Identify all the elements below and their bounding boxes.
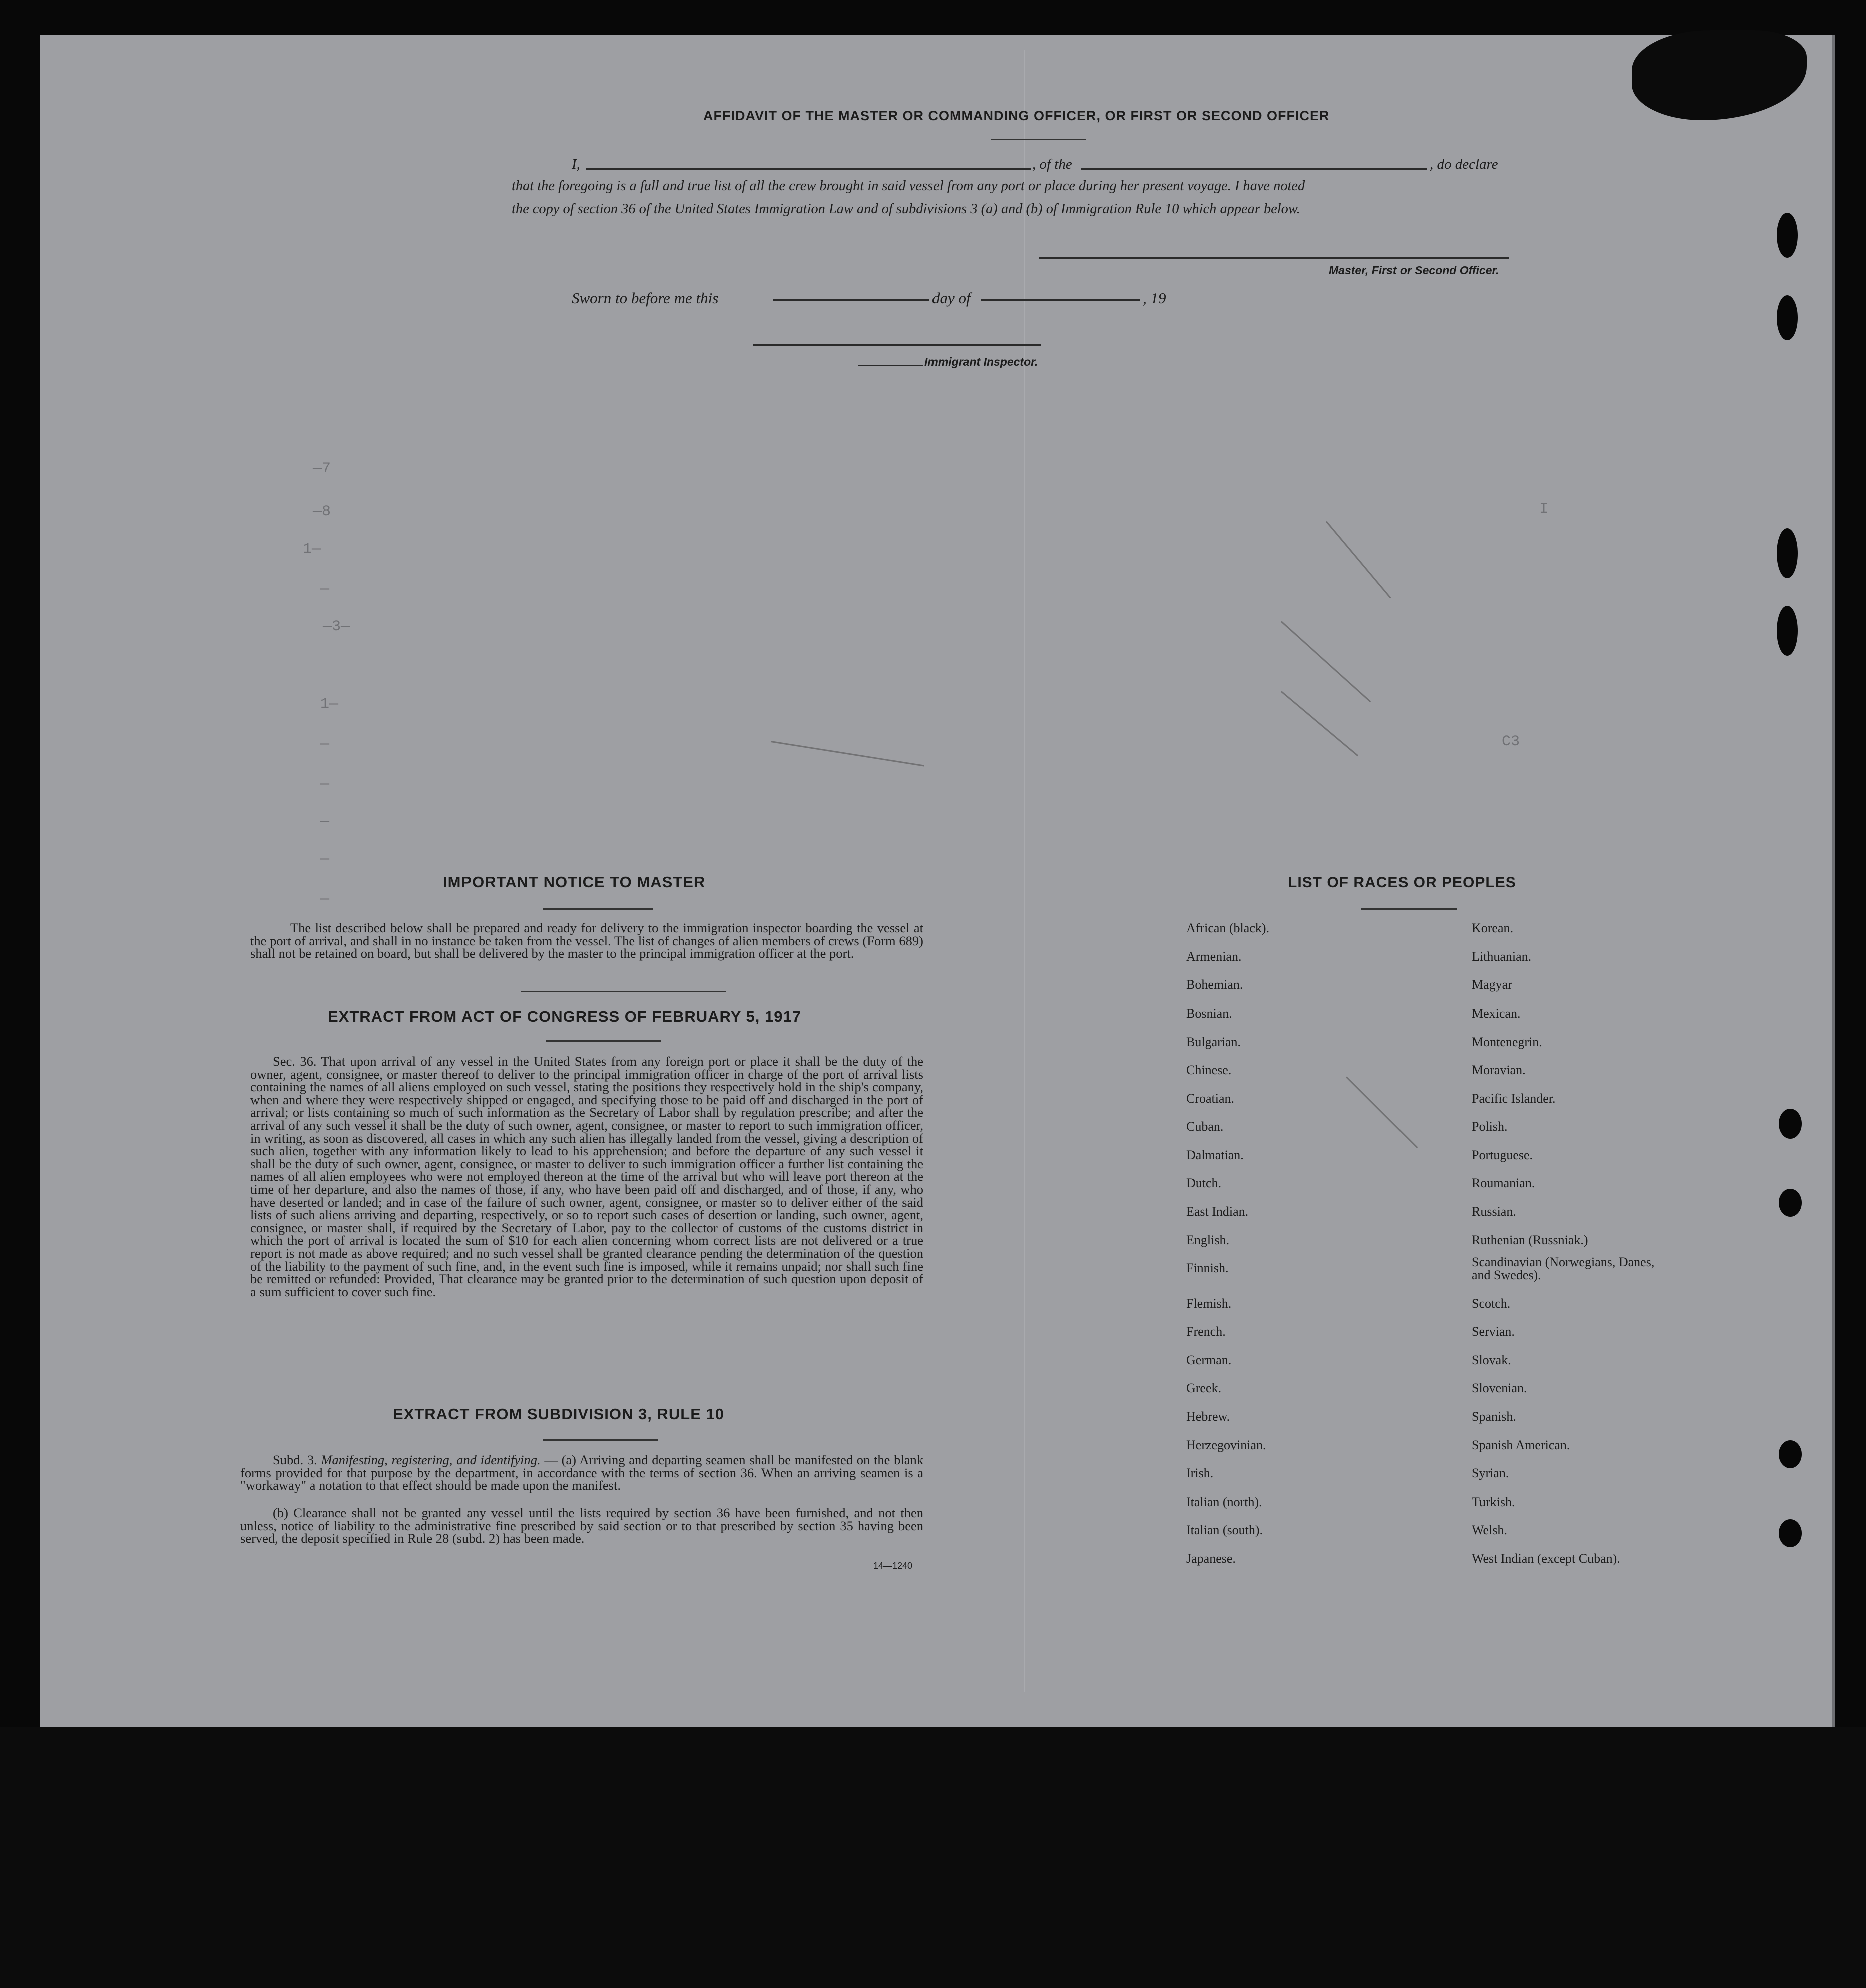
notice-body: The list described below shall be prepared and ready for delivery to the immigration inspector boarding the vessel at the port of arrival, and shall in no instance be taken from the vessel. The list of changes of alien members of crews (Form 689) shall not be retained on board, but shall be delivered by the master to the principal immigration officer at the port. xyxy=(250,920,923,961)
race-item-right-0: Korean. xyxy=(1472,921,1514,935)
bleed-mark: I xyxy=(1539,501,1549,518)
declaration-line-2: that the foregoing is a full and true list of all the crew brought in said vessel from any port or place during her present voyage. I have noted xyxy=(512,178,1305,194)
race-item-right-12: Scandinavian (Norwegians, Danes, and Swedes). xyxy=(1472,1255,1655,1282)
sworn-day-line[interactable] xyxy=(773,299,929,301)
race-item-right-15: Slovak. xyxy=(1472,1353,1511,1367)
race-item-left-16: Greek. xyxy=(1186,1381,1222,1395)
bleed-mark: —7 xyxy=(313,460,331,477)
race-item-right-18: Spanish American. xyxy=(1472,1438,1570,1452)
race-item-left-1: Armenian. xyxy=(1186,949,1242,964)
race-item-left-10: East Indian. xyxy=(1186,1204,1249,1219)
declaration-do-declare: , do declare xyxy=(1430,156,1498,172)
fold-crease xyxy=(1024,50,1025,1692)
binder-hole xyxy=(1777,295,1798,340)
bleed-mark: — xyxy=(320,851,330,868)
declaration-line-3: the copy of section 36 of the United States Immigration Law and of subdivisions 3 (a) and (b) of Immigration Rule 10 which appear below. xyxy=(512,201,1300,217)
race-item-right-20: Turkish. xyxy=(1472,1495,1515,1509)
race-item-left-12: Finnish. xyxy=(1186,1261,1229,1275)
race-item-right-5: Moravian. xyxy=(1472,1063,1526,1077)
bleed-mark: 1— xyxy=(320,696,339,713)
binder-hole xyxy=(1779,1519,1802,1547)
title-rule xyxy=(991,139,1086,140)
bleed-mark: —8 xyxy=(313,503,331,520)
races-rule xyxy=(1361,908,1457,910)
race-item-right-13: Scotch. xyxy=(1472,1296,1511,1311)
race-item-right-16: Slovenian. xyxy=(1472,1381,1527,1395)
race-item-left-6: Croatian. xyxy=(1186,1091,1235,1106)
races-title: LIST OF RACES OR PEOPLES xyxy=(1288,874,1516,891)
sworn-month-line[interactable] xyxy=(981,299,1140,301)
act-extract-title: EXTRACT FROM ACT OF CONGRESS OF FEBRUARY 5, 1917 xyxy=(328,1008,801,1025)
vessel-name-line[interactable] xyxy=(1081,168,1427,170)
rule-extract-para-b: (b) Clearance shall not be granted any vessel until the lists required by section 36 have been furnished, and not then unless, notice of liability to the administrative fine prescribed by said section or to that prescribed by section 35 having been served, the deposit specified in Rule 28 (subd. 2) has been made. xyxy=(240,1505,923,1546)
race-item-left-8: Dalmatian. xyxy=(1186,1148,1244,1162)
officer-name-line[interactable] xyxy=(586,168,1031,170)
race-item-right-11: Ruthenian (Russniak.) xyxy=(1472,1233,1588,1247)
bleed-mark: — xyxy=(320,776,330,793)
race-item-left-3: Bosnian. xyxy=(1186,1006,1232,1021)
declaration-of-the: , of the xyxy=(1032,156,1072,172)
race-item-right-3: Mexican. xyxy=(1472,1006,1521,1021)
bleed-mark: —3— xyxy=(323,618,350,635)
race-item-left-19: Irish. xyxy=(1186,1466,1214,1480)
declaration-i: I, xyxy=(572,156,580,172)
binder-hole xyxy=(1779,1189,1802,1217)
race-item-right-21: Welsh. xyxy=(1472,1523,1507,1537)
race-item-right-6: Pacific Islander. xyxy=(1472,1091,1556,1106)
rule-extract-rule xyxy=(543,1439,658,1441)
race-item-right-10: Russian. xyxy=(1472,1204,1516,1219)
race-item-right-14: Servian. xyxy=(1472,1324,1515,1339)
rule-extract-para-a xyxy=(240,1454,923,1493)
notice-rule xyxy=(543,908,653,910)
race-item-left-22: Japanese. xyxy=(1186,1551,1236,1566)
race-item-right-2: Magyar xyxy=(1472,977,1512,992)
bleed-mark: — xyxy=(320,736,330,753)
race-item-left-14: French. xyxy=(1186,1324,1226,1339)
affidavit-title: AFFIDAVIT OF THE MASTER OR COMMANDING OFFICER, OR FIRST OR SECOND OFFICER xyxy=(703,108,1330,123)
bleed-mark: — xyxy=(320,813,330,830)
race-item-right-1: Lithuanian. xyxy=(1472,949,1532,964)
bleed-mark: C3 xyxy=(1502,733,1520,750)
race-item-right-22: West Indian (except Cuban). xyxy=(1472,1551,1620,1566)
race-item-right-19: Syrian. xyxy=(1472,1466,1509,1480)
bleed-mark: — xyxy=(320,581,330,598)
race-item-left-5: Chinese. xyxy=(1186,1063,1232,1077)
subd-heading: Manifesting, registering, and identifying. xyxy=(321,1452,541,1467)
binder-hole xyxy=(1779,1109,1802,1139)
race-item-right-17: Spanish. xyxy=(1472,1409,1516,1424)
race-item-right-7: Polish. xyxy=(1472,1119,1508,1134)
race-item-left-9: Dutch. xyxy=(1186,1176,1222,1190)
race-item-right-4: Montenegrin. xyxy=(1472,1035,1542,1049)
act-extract-body: Sec. 36. That upon arrival of any vessel in the United States from any foreign port or place it shall be the duty of the owner, agent, consignee, or master thereof to deliver to the principal immigration officer in charge of the port of arrival lists containing the names of all aliens employed on such vessel, stating the positions they respectively hold in the ship's company, when and where they were respectively shipped or engaged, and specifying those to be paid off and discharged in the port of arrival; or lists containing so much of such information as the Secretary of Labor shall by regulation prescribe; and after the arrival of any such vessel it shall be the duty of such owner, agent, consignee, or master to report to such immigration officer, in writing, as soon as discovered, all cases in which any such alien has illegally landed from the vessel, giving a description of such alien, together with any information likely to lead to his apprehension; and before the departure of any such vessel it shall be the duty of such owner, agent, consignee, or master to deliver to such immigration officer a further list containing the names of all alien employees who were not employed thereon at the time of the arrival but who will leave port thereon at the time of her departure, and also the names of those, if any, who have been paid off and discharged, and of those, if any, who have deserted or landed; and in case of the failure of such owner, agent, consignee, or master so to deliver either of the said lists of such aliens arriving and departing, respectively, or so to report such cases of desertion or landing, such owner, agent, consignee, or master shall, if required by the Secretary of Labor, pay to the collector of customs of the customs district in which the port of arrival is located the sum of $10 for each alien concerning whom correct lists are not delivered or a true report is not made as above required; and no such vessel shall be granted clearance pending the determination of the question of the liability to the payment of such fine, and, in the event such fine is imposed, while it remains unpaid; nor shall such fine be remitted or refunded: Provided, That clearance may be granted prior to the determination of such question upon deposit of a sum sufficient to cover such fine. xyxy=(250,1054,923,1299)
race-item-left-0: African (black). xyxy=(1186,921,1270,935)
binder-hole xyxy=(1777,213,1798,258)
race-item-right-9: Roumanian. xyxy=(1472,1176,1535,1190)
scan-background xyxy=(0,1727,1866,1988)
sworn-label: Sworn to before me this xyxy=(572,289,719,307)
master-signature-line[interactable] xyxy=(1039,257,1509,259)
act-extract-rule xyxy=(546,1040,661,1042)
form-number: 14—1240 xyxy=(873,1561,913,1571)
race-item-left-4: Bulgarian. xyxy=(1186,1035,1241,1049)
race-item-left-7: Cuban. xyxy=(1186,1119,1224,1134)
notice-bottom-rule xyxy=(521,991,726,992)
inspector-caption-line xyxy=(858,365,923,366)
sworn-year: , 19 xyxy=(1143,289,1166,307)
inspector-caption: Immigrant Inspector. xyxy=(924,355,1038,368)
signature-caption: Master, First or Second Officer. xyxy=(1329,264,1499,277)
bleed-mark: 1— xyxy=(303,541,321,558)
race-item-left-17: Hebrew. xyxy=(1186,1409,1230,1424)
race-item-right-8: Portuguese. xyxy=(1472,1148,1533,1162)
race-item-left-2: Bohemian. xyxy=(1186,977,1243,992)
binder-hole xyxy=(1777,528,1798,578)
race-item-left-11: English. xyxy=(1186,1233,1229,1247)
race-item-left-15: German. xyxy=(1186,1353,1232,1367)
subd-para-a: — (a) Arriving and departing seamen shall be manifested on the blank forms provided for that purpose by the department, in accordance with the terms of section 36. When an arriving seamen is a "workaway" a notation to that effect should be made upon the manifest. xyxy=(240,1452,924,1494)
inspector-signature-line[interactable] xyxy=(753,344,1041,346)
subd-label: Subd. 3. xyxy=(273,1452,317,1467)
race-item-left-21: Italian (south). xyxy=(1186,1523,1263,1537)
bleed-mark: — xyxy=(320,891,330,908)
binder-hole xyxy=(1777,606,1798,656)
race-item-left-20: Italian (north). xyxy=(1186,1495,1262,1509)
race-item-left-18: Herzegovinian. xyxy=(1186,1438,1266,1452)
notice-title: IMPORTANT NOTICE TO MASTER xyxy=(443,873,706,891)
rule-extract-title: EXTRACT FROM SUBDIVISION 3, RULE 10 xyxy=(393,1405,724,1423)
race-item-left-13: Flemish. xyxy=(1186,1296,1232,1311)
sworn-day-of: day of xyxy=(932,289,971,307)
binder-hole xyxy=(1779,1440,1802,1468)
